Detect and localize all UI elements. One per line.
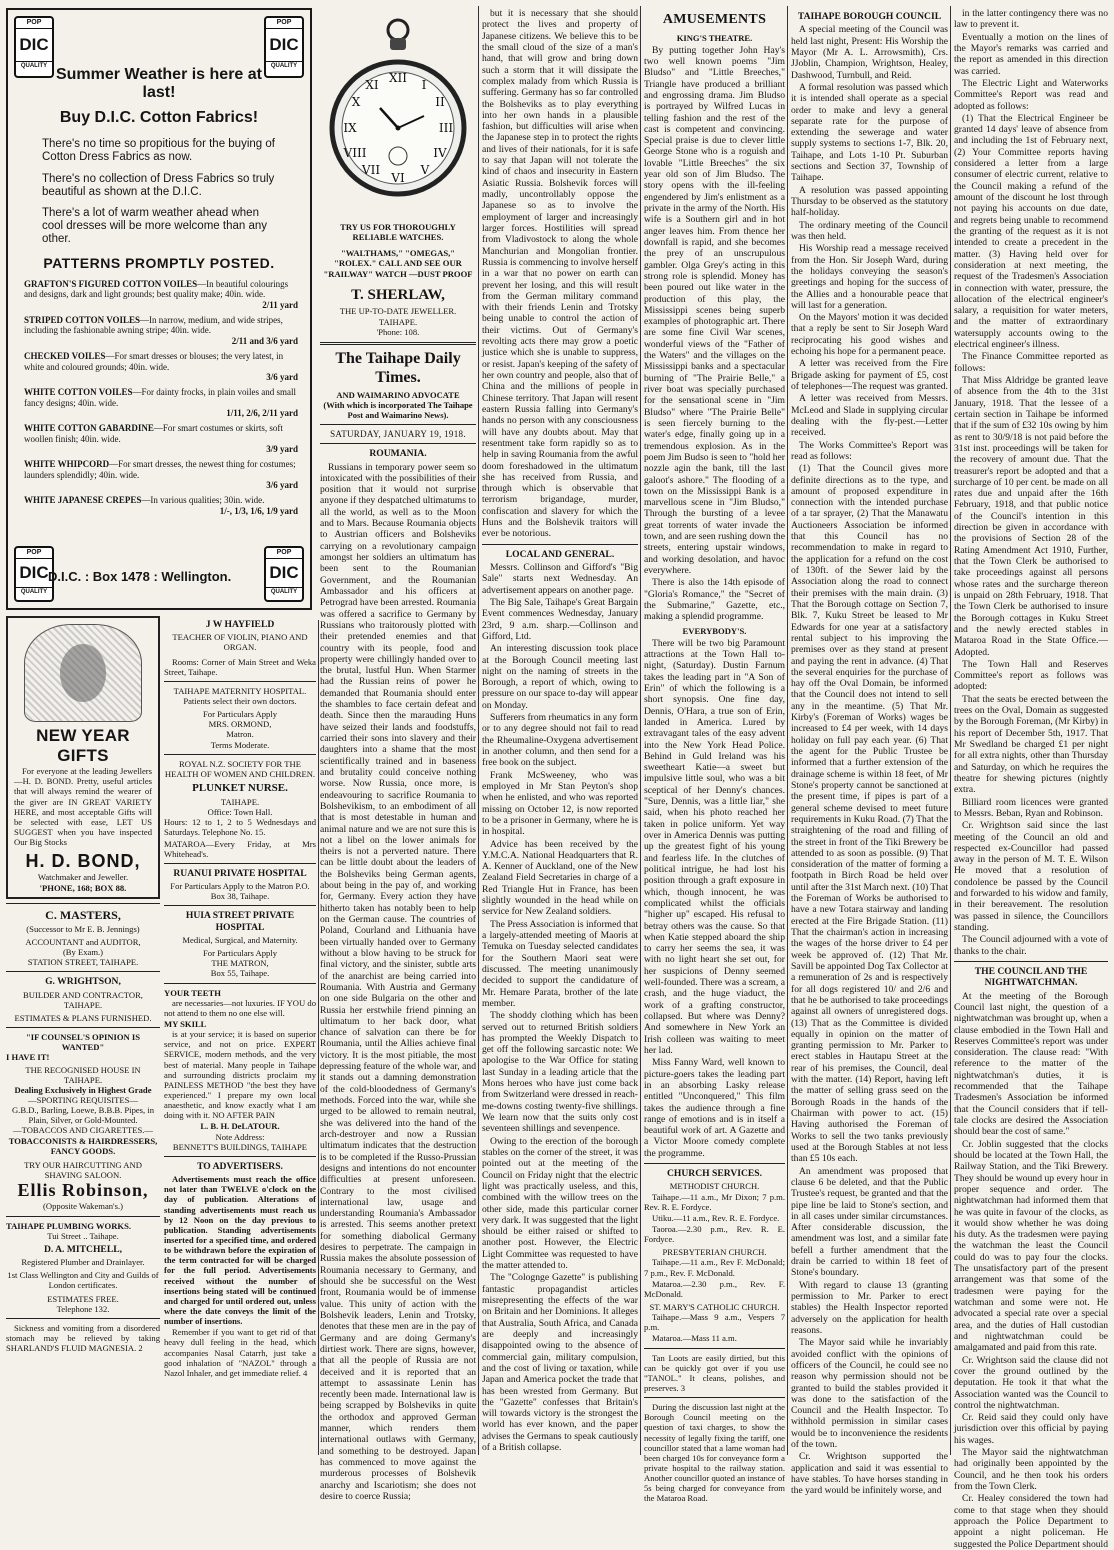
svg-text:X: X [351, 95, 361, 109]
amusements-para: There is also the 14th episode of "Gloria's Romance," the "Secret of the Submarine," Gazette, etc., making a splendid programme. [644, 577, 785, 623]
roumania-body: Russians in temporary power seem so intoxicated with the possibilities of their position that it would not surprise anyone if they despatched ultimatums to all the world, as well as to the Moon and to Mars. Because Roumania objects to Austrian officers and Bolsheviks carrying on a revolutionary campaign amongst her soldiers an ultimatum has been sent to the Roumanian Government, and the Roumanian Ambassador and his officers at Petrograd have been arrested. Roumania was offered a sacrifice to Germany by Russians who traitorously plotted with their pretended enemies and that country with its people, food and property were chillingly handed over to the brutal, lustful Hun. When Starmer had the Russian reins of power he demanded that Roumania should enter the shambles to face certain defeat and death. Since then the marauding Huns have seized their lands and foodstuffs, carried their sons into slavery and their daughters into a shame that the most scientifically trained and in baseness and brutality could conceive nothing worse. Now Russia, once more, is endeavouring to sacrifice Roumania to Bolshevikism, to an embodiment of all that is most detestable in human and animal nature and we are not sure this is not a libel on the lower animals for theirs is not a perverted nature. There can be little doubt about the leaders of the Bolsheviks being German agents, about being in the pay of, and working for, Germany. Every action they have hitherto taken has notably been to help on the German cause. The countries of Poland, Courland and Lithuania have been virtually handed over to Germany without a blow having to be struck for final victory, and the sinister, subtle arts of the anarchist are being carried into Roumania. With Austria and Germany on one side Bulgaria on the other and Russia her erstwhile friend pinning an ultimatum to her back door, what chance of salvation can there be for Roumania, until the Allies achieve final victory. It is the most pitiable, the most depressing feature of the whole war, and it stands out a damning demonstration of the cold-bloodedness of Germany's methods. Forced into the war, while she urged to be allowed to remain neutral, she was delivered into the hand of the arch-destroyer and now a Russian ultimatum indicates that the destruction is to be completed if the Russo-Prussian designs and intentions do not encounter difficulties at present unforeseen. Contrary to the most civilised international law, usage and understanding Roumania's Ambassador is arrested. This seems another pretext for something diabolical Germany desires to perpetrate. The campaign in Russia makes the absolute possession of Roumania necessary to Germany, and should she be successful on the West front, Roumania would be of immense value. This unity of action with the Bolshevik leaders, Lenin and Trotsky, denotes that these men are in the pay of Germany and are doing Germany's dirtiest work. There are signs, however, that all the people of Russia are not deceived and it is reported that an attempt to assassinate Lenin has recently been made. International law is being scrapped by Bolsheviks in quite the orthodox and approved German manner, which renders them international outlaws with Germany, and something to be destroyed. Japan has commenced to move against the murderous processes of Bolshevik anarchy and Iscariotism; she does not desire to coerce Russia; [320, 461, 476, 1502]
svg-text:I: I [421, 78, 427, 92]
council-para: With regard to clause 13 (granting permission to Mr. Parker to erect stables) the Health Inspector reported adversely on the application for health reasons. [791, 1279, 948, 1336]
dic-item: WHITE COTTON GABARDINE—For smart costumes or skirts, soft woollen finish; 40in. wide. 3/9 yard [24, 423, 298, 454]
sherlaw-trade: THE UP-TO-DATE JEWELLER. [339, 306, 457, 317]
local-para: The shoddy clothing which has been served out to returned British soldiers has prompted the Weekly Dispatch to get off the following sarcastic note: We apologise to the War Office for stating last Sunday in a leading article that the Mons heroes who have just come back from Switzerland were dressed in reach-me-downs costing twenty-five shillings. We learn now that the suits only cost seventeen shillings and sevenpence. [482, 1010, 638, 1135]
hayfield-line2: Rooms: Corner of Main Street and Weka Street, Taihape. [164, 656, 316, 677]
counsel-line3: THE RECOGNISED HOUSE IN TAIHAPE. [25, 1064, 141, 1085]
plunket-line3: Hours: 12 to 1, 2 to 5 Wednesdays and Saturdays. Telephone No. 15. [164, 817, 316, 838]
plunket-h2: PLUNKET NURSE. [192, 782, 288, 794]
council-para: The ordinary meeting of the Council was then held. [791, 219, 948, 242]
dic-headline: Summer Weather is here at last! [55, 66, 262, 101]
local-para: An interesting discussion took place at the Borough Council meeting last night on the naming of streets in the Borough, a report of which, owing to pressure on our space to-day will appear on Monday. [482, 643, 638, 711]
council-para: A resolution was passed appointing Thursday to be observed as the statutory half-holiday. [791, 184, 948, 219]
plunket-line2: Office: Town Hall. [207, 807, 273, 818]
ruanui-heading: RUANUI PRIVATE HOSPITAL [173, 867, 307, 879]
delatour-signature: L. B. H. DeLATOUR. [200, 1121, 280, 1132]
bond-contact: 'PHONE, 168; BOX 88. [39, 882, 127, 893]
masters-name: C. MASTERS, [45, 907, 121, 922]
dic-blurb-3: There's a lot of warm weather ahead when cool dresses will be more welcome than any other. [42, 206, 267, 246]
mitchell-telephone: Telephone 132. [56, 1303, 110, 1314]
pocket-watch-icon [328, 16, 468, 216]
wrighton-name: G. WRIGHTSON, [45, 976, 121, 988]
delatour-addr2: BENNETT'S BUILDINGS, TAIHAPE [172, 1141, 308, 1152]
japan-paragraph: but it is necessary that she should protect the lives and property of Japanese citizens. We believe this to be the small cloud of the size of a man's hand, that will grow and bring down such a storm that it will dissipate the complex malady from which Russia is suffering. Germany has so far controlled the Bolsheviks as to play everything into her own hands in a plausible fashion, but difficulties will arise when the Japanese step in to protect the rights and lives of their nationals, for it is safe to say that Japan will not tolerate the kind of chaos and insecurity in Eastern Asiatic Russia. Bolshevik forces will madly, uncontrollably oppose the Japanese so as to involve the employment of larger and increasingly larger forces. Hostilities will spread from Vladivostock to along the whole Manchurian and Mongolian frontier. Russia is commencing to involve herself in a war that no power on earth can prevent her losing, and this will result from the German military command with their friends Lenin and Trotsky being unable to control the action of their victims. Out of Germany's revolting acts there may grow a poetic justice which she is unable to suppress, or resist. Japan's keeping of the safety of her own country and people, also that of China and the millions of people in Chinese territory. That Japan will resent eastern Russia falling into Germany's hands no person with any consciousness will have any doubts about. May that resentment take form rapidly so as to help in saving Roumania from the awful doom foreshadowed in the ultimatum she has received from Russia, and through which is observable that terrorism brigandage, murder, confiscation and slavery for which the Huns and the Bolshevik traitors will ever be notorious. [482, 8, 638, 540]
local-para: Sufferers from rheumatics in any form or to any degree should not fail to read the Rheumaline-Oxygena advertisement in another column, and then send for a free book on the subject. [482, 712, 638, 769]
svg-text:IV: IV [433, 146, 447, 160]
column-2 [164, 616, 316, 1453]
local-para: The "Colognge Gazette" is publishing fantastic propagandist articles misrepresenting the effects of the war on Britain and her Dominions. It alleges that Australia, South Africa, and Canada are deeply and increasingly disappointed owing to the absence of commercial gain, military compulsion, and the cost of living or taxation, while Japan and America pocket the trade that has been wrested from Germany. But the "Gazette" confesses that Britain's will towards victory is the strongest the world has ever known, and the paper advises the Germans to speak cautiously of a British collapse. [482, 1272, 638, 1454]
nightwatchman-para: Cr. Healey considered the town had come to that stage when they should approach the Police Department to appoint a night policeman. He suggested the Police Department should [954, 1493, 1109, 1550]
presbyterian-line: Mataroa.—2.30 p.m., Rev. F. McDonald. [644, 1278, 785, 1299]
dateline: SATURDAY, JANUARY 19, 1918. [330, 428, 466, 439]
bond-trade: Watchmaker and Jeweller. [37, 872, 129, 883]
svg-text:XI: XI [365, 78, 379, 92]
counsel-line4: Dealing Exclusively in Highest Grade [14, 1084, 152, 1095]
roumania-heading: ROUMANIA. [369, 448, 427, 460]
local-para: Owing to the erection of the borough stables on the corner of the street, it was pointed out at the meeting of the Council on Friday night that the electric light was practically useless, and this, combined with the willow trees on the other side, made this particular corner very dark. It was suggested that the light should be either raised or shifted to another post. However, the Electric Light Committee was requested to have the matter attended to. [482, 1135, 638, 1272]
church-services-heading: CHURCH SERVICES. [666, 1168, 763, 1180]
svg-text:VI: VI [391, 171, 405, 185]
wrighton-line3: ESTIMATES & PLANS FURNISHED. [14, 1013, 152, 1024]
sherlaw-name: T. SHERLAW, [351, 286, 445, 303]
dic-blurb-2: There's no collection of Dress Fabrics so truly beautiful as shown at the D.I.C. [42, 172, 275, 198]
catholic-line: Taihape.—Mass 9 a.m., Vespers 7 p.m. [644, 1312, 785, 1333]
svg-text:III: III [438, 121, 454, 135]
column-4 [482, 8, 638, 1453]
council-para: A letter was received from the Fire Brigade asking for payment of £5, cost of telephones—The request was granted. [791, 358, 948, 392]
everybodys-heading: EVERYBODY'S. [682, 625, 747, 636]
mitchell-name: D. A. MITCHELL, [43, 1243, 123, 1255]
dic-advertisement [6, 8, 312, 610]
huia-line2: For Particulars Apply [203, 948, 277, 959]
hayfield-name: J W HAYFIELD [205, 619, 275, 630]
mitchell-trade: Registered Plumber and Drainlayer. [21, 1257, 145, 1268]
dic-item: WHITE WHIPCORD—For smart dresses, the newest thing for costumes; launders splendidly; 40in. wide. 3/6 yard [24, 459, 298, 490]
nazol-notice: Remember if you want to get rid of that heavy dull feeling in the head, which accompanies Nasal Catarrh, just take a good inhalation of "NAZOL" through a Nazol Inhaler, and get immediate relief. 4 [164, 1327, 316, 1378]
maternity-line4: Terms Moderate. [210, 739, 270, 750]
sickness-notice: Sickness and vomiting from a disordered stomach may be relieved by taking SHARLAND'S FLUID MAGNESIA. 2 [6, 1322, 160, 1354]
skill-heading: MY SKILL [164, 1019, 207, 1030]
council-para: The Mayor said while he invariably avoided conflict with the opinions of officers of the Council, he could see no reason why permission should not be granted to build the stables provided it was done to the satisfaction of the Council and the Health Inspector. To withhold permission in similar cases would be to inconvenience the residents of the town. [791, 1337, 948, 1451]
council-para: A letter was received from Messrs. McLeod and Slade in supplying circular dealing with the fly-pest.—Letter received. [791, 393, 948, 439]
dic-logo-bottom-right: POP DIC QUALITY [264, 546, 304, 602]
maternity-line2: MRS. ORMOND, [208, 719, 272, 730]
local-general-heading: LOCAL AND GENERAL. [505, 548, 615, 560]
council-cont-para: The Town Hall and Reserves Committee's report as follows was adopted: [954, 658, 1108, 693]
watch-ad-line2: "WALTHAMS," "OMEGAS," "ROLEX." CALL AND SEE OUR "RAILWAY" WATCH —DUST PROOF [323, 248, 473, 279]
maternity-line3: Matron. [226, 729, 254, 740]
dic-item: STRIPED COTTON VOILES—In narrow, medium, and wide stripes, including the fashionable awning stripe; 40in. wide. 2/11 and 3/6 yard [24, 315, 298, 346]
counsel-line5: —SPORTING REQUISITES— [27, 1095, 138, 1106]
ruanui-line1: For Particulars Apply to the Matron P.O. Box 38, Taihape. [170, 881, 310, 902]
kings-theatre-heading: KING'S THEATRE. [676, 32, 753, 43]
svg-text:IX: IX [343, 121, 357, 135]
nightwatchman-para: Cr. Reid said they could only have jurisdiction over this official by paying his wages. [954, 1412, 1108, 1446]
council-cont-para: Eventually a motion on the lines of the Mayor's remarks was carried and the report as amended in this direction was carried. [954, 31, 1108, 77]
svg-text:II: II [435, 95, 445, 109]
column-1 [6, 616, 160, 1453]
council-cont-para: Cr. Wrightson said since the last meeting of the Council an old and respected ex-Councillor had passed away in the person of M. T. E. Wilson He moved that a resolution of condolence be passed by the Council and forwarded to his widow and family, in their bereavement. The resolution was passed in silence, the Councillors standing. [954, 820, 1108, 933]
watch-ad-line1: TRY US FOR THOROUGHLY RELIABLE WATCHES. [340, 222, 456, 243]
masters-line1: ACCOUNTANT and AUDITOR, [25, 937, 141, 948]
dic-subhead: Buy D.I.C. Cotton Fabrics! [59, 109, 259, 127]
counsel-line6: G.B.D., Barling, Loewe, B.B.B. Pipes, in Plain, Silver, or Gold-Mounted. [11, 1105, 155, 1126]
sherlaw-town: TAIHAPE. [378, 316, 418, 327]
nightwatchman-heading: THE COUNCIL AND THE NIGHTWATCHMAN. [974, 965, 1088, 989]
council-cont-para: The Finance Committee reported as follows: [954, 351, 1108, 374]
masthead [320, 350, 476, 420]
everybodys-para: There will be two big Paramount attractions at the Town Hall to-night, (Saturday). Dustin Farnum takes the leading part in "A Son of Erin" of which the following is a short synopsis. One fine day, Dennis, O'Hara, a true son of Erin, landed in America. Lured by extravagant tales of the easy advent into the New York Head Police. Behind in Guld Ireland was his sweetheart Katie—a sweet but impulsive little soul, who was a bit sceptical of her Denny's chances. "Sure, Dennis, was a little liar," she said, when his photo reached her taken in police uniform. Yet way over in America Dennis was putting up the greatest fight of his young and fearless life. In the clutches of political intrigue, he had lost his position through a graft exposure in which, though innocent, he was complicated whilst the officials "higher up" escaped. His refusal to betray others was the cause. So that when Katie stepped aboard the ship to carry her seems the sea, it was with no light heart she set out, for her suspicions of Denny seemed well-founded. There was a scream, a crash, and the huge viaduct, the work of a grafting constructor, collapsed. But where was Denny? And somewhere in New York an Irish colleen was waiting to meet her lad. [644, 637, 785, 1056]
nightwatchman-para: At the meeting of the Borough Council last night, the question of a nightwatchman was brought up, when a clause embodied in the Town Hall and Reserves Committee's report was under consideration. The clause read: "With reference to the matter of the nightwatchman's duties, it is recommended that the Taihape Tradesmen's Association be informed that the Council considers that if tell-tale clocks are desired the Association should bear the cost of same." [954, 990, 1108, 1138]
council-cont-para: (1) That the Electrical Engineer be granted 14 days' leave of absence from and including the 1st of February next, (2) Your Committee reports having considered a letter from a large consumer of electric current, relative to the Council making a refund of the amount of the discount he lost through not paying his accounts on due date, and regrets being unable to recommend the granting of the request as it is not intended to create a precedent in the matter. (3) Having held over for consideration at next meeting, the request of the Tradesmen's Association in connection with water, pressure, the allocation of the electrical engineer's salary, a requisition for water meters, and the matter of extraordinary watersupply accounts owing to the electrical engineer's illness. [954, 112, 1108, 351]
local-para: Messrs. Collinson and Gifford's "Big Sale" starts next Wednesday. An advertisement appears on another page. [482, 562, 638, 596]
council-cont-para: The Council adjourned with a vote of thanks to the chair. [954, 934, 1108, 957]
council-cont-para: That the seats be erected between the trees on the Oval, Domain as suggested by the Borough Foreman, (Mr Kirby) in his report of December 5th, 1917. That Mr Swedland be charged £1 per night for all extra nights, other than Thursday and Saturday, on which he requires the theatre for shewing pictures (nightly extra. [954, 693, 1108, 796]
mitchell-cert: 1st Class Wellington and City and Guilds of London certificates. [7, 1270, 159, 1291]
masters-line2: (By Exam.) [62, 947, 104, 958]
dic-blurb-1: There's no time so propitious for the buying of Cotton Dress Fabrics as now. [42, 138, 275, 164]
masters-successor: (Successor to Mr E. B. Jennings) [26, 923, 140, 934]
plumbing-address: Tui Street .. Taihape. [47, 1230, 119, 1241]
council-cont-para: in the latter contingency there was no law to prevent it. [954, 8, 1108, 31]
dic-patterns-heading: PATTERNS PROMPTLY POSTED. [43, 254, 275, 271]
local-para: The Big Sale, Taihape's Great Bargain Event commences Wednesday, January 23rd, 9 a.m. sharp.—Collinson and Gifford, Ltd. [482, 596, 638, 642]
sherlaw-phone: 'Phone: 108. [376, 326, 420, 337]
council-para: His Worship read a message received from the Hon. Sir Joseph Ward, during the holidays conveying the season's greetings and hoping for the success of the Allies and a honourable peace that will last for a generation. [791, 243, 948, 311]
amusements-heading: AMUSEMENTS [662, 12, 767, 27]
maternity-h2: Patients select their own doctors. [183, 696, 297, 707]
ornament-icon [24, 624, 142, 722]
dic-logo-left: POP DIC QUALITY [14, 16, 54, 78]
borough-council-heading: TAIHAPE BOROUGH COUNCIL [797, 11, 942, 22]
dic-item: CHECKED VOILES—For smart dresses or blouses; the very latest, in white and coloured grounds; 40in. wide. 3/6 yard [24, 351, 298, 382]
council-cont-para: Billiard room licences were granted to Messrs. Beban, Ryan and Robinson. [954, 796, 1108, 819]
dic-item: WHITE COTTON VOILES—For dainty frocks, in plain voiles and small fancy designs; 40in. wide. 1/11, 2/6, 2/11 yard [24, 387, 298, 418]
dic-logo-right: POP DIC QUALITY [264, 16, 304, 78]
nightwatchman-para: Cr. Joblin suggested that the clocks should be located at the Town Hall, the Railway Station, and the Tiki Brewery. They should be wound up every hour in proper sequence and order. The nightwatchman had informed them that he was quite in favour of the clocks, as it would show whether he was doing his duty. As the tradesmen were paying the watchman the least the Council could do was to pay four the clocks. The unsatisfactory part of the present arrangement was that some of the tradesmen were paying for the watchman and some were not. He advocated a special rate over a special area, and the duties of Hall custodian and nightwatchman could be amalgamated and paid from this rate. [954, 1138, 1108, 1354]
advertisers-heading: TO ADVERTISERS. [197, 1160, 283, 1172]
presbyterian-heading: PRESBYTERIAN CHURCH. [662, 1247, 767, 1258]
council-para: On the Mayors' motion it was decided that a reply be sent to Sir Joseph Ward reciprocating his good wishes and echoing his hope for a permanent peace. [791, 312, 948, 358]
newspaper-subtitle: AND WAIMARINO ADVOCATE [336, 389, 460, 400]
plunket-h1: ROYAL N.Z. SOCIETY FOR THE HEALTH OF WOMEN AND CHILDREN. [164, 758, 316, 779]
everybodys-para: Miss Fanny Ward, well known to picture-goers takes the leading part in an absorbing Lasky release entitled "Unconquered," This film takes the audience through a fine range of emotions and is in itself a beautiful work of art. A Gazette and a Victor Moore comedy complete the programme. [644, 1057, 785, 1159]
counsel-line8: TOBACCONISTS & HAIRDRESSERS, FANCY GOODS. [8, 1135, 158, 1156]
advertisers-body: Advertisements must reach the office not later than TWELVE o'clock on the day of publication. Alterations of standing advertisements must reach us by 12 Noon on the day previous to publication. Standing advertisements inserted for a specified time, and ordered to be withdrawn before the expiration of the term contracted for will be charged for the full period. Advertisements received without the number of insertions being stated will be continued and charged for until ordered out, unless where the date conveys the limit of the number of insertions. [164, 1174, 316, 1327]
catholic-heading: ST. MARY'S CATHOLIC CHURCH. [649, 1301, 780, 1312]
council-para: The Works Committee's Report was read as follows: [791, 439, 948, 462]
new-year-body: For everyone at the leading Jewellers—H. D. BOND. Pretty, useful articles that will always remind the wearer of the giver are IN GREAT VARIETY HERE, and most acceptable Gifts will be selected with ease, LET US SUGGEST when you have inspected Our Big Stocks [14, 766, 152, 848]
methodist-line: Taoroa.—2.30 p.m., Rev. R. E. Fordyce. [644, 1223, 785, 1245]
teeth-line1: are necessaries—not luxuries. IF YOU do not attend to them no one else will. [164, 997, 316, 1018]
column-6 [791, 8, 949, 1497]
plunket-line1: TAIHAPE. [220, 796, 260, 807]
skill-body: is at your service; it is based on superior service, and not on price. EXPERT SERVICE, modern methods, and the very best of material. Many people in Taihape and surrounding districts proclaim my PAINLESS METHOD "the best they have experienced." I prepare my own local anaesthetic, and know exactly what I am doing with it. NO AFTER PAIN [164, 1029, 316, 1121]
counsel-line9: TRY OUR HAIRCUTTING AND SHAVING SALOON. [24, 1159, 142, 1181]
masters-line3: STATION STREET, TAIHAPE. [27, 957, 139, 968]
huia-line3: THE MATRON, [211, 958, 269, 969]
methodist-line: Utiku.—11 a.m., Rev. R. E. Fordyce. [652, 1212, 780, 1223]
column-5 [644, 8, 785, 1504]
svg-text:VIII: VIII [343, 146, 367, 160]
dic-logo-bottom-left: POP DIC QUALITY [14, 546, 54, 602]
council-para: Cr. Wrightson supported the application and said it was essential to have stables. To have horses standing in the yard would be infinitely worse, and [791, 1451, 948, 1497]
svg-text:XII: XII [388, 71, 408, 85]
nightwatchman-para: The Mayor said the nightwatchman had originally been appointed by the Council, and he then took his orders from the Town Clerk. [954, 1447, 1108, 1492]
amusements-para: By putting together John Hay's two well known poems "Jim Bludso" and "Little Breeches," Triangle have produced a brilliant and engrossing drama. Jim Bludso is portrayed by Wilfred Lucas in telling fashion and the rest of the cast is competent and convincing. Special praise is due to clever little George Stone who is a roguish and lovable "Little Breeches" the six year old son of Jim Bludso. The story opens with the ill-feeling engendered by Jim's enlistment as a private in the army of the North. His wife is a Southern girl and in hot anger leaves him. From thence her downfall is rapid, and she becomes the prey of an unscrupulous gambler. Olga Grey's acting in this strong role is splendid. Money has been poured out like water in the production of this play, the Mississippi scenes being superb examples of photographic art. There are some fine Civil War scenes, wonderful views of the "Father of the Waters" and the villages on the Mississippi banks and a spectacular burning of "The Prairie Belle," a river boat was specially purchased for the sensational scene in "Jim Bludso" where "The Prairie Belle" is seen fiercely burning to the water's edge, finally going up in a tremendous explosion. As in the poem Jim Budso is seen to "hold her nozzle agin the bank, till the last galoot's ashore." The flooding of a town on the Mississippi Bank is a marvellous scene in "Jim Bludso," Through the bursting of a levee great torrents of water invade the town, and are seen rushing down the streets, entering upstair windows, and working desolation, and havoc everywhere. [644, 44, 785, 577]
svg-text:VII: VII [361, 163, 381, 177]
newspaper-title: The Taihape Daily Times. [335, 349, 461, 386]
counsel-line2: I HAVE IT! [6, 1052, 50, 1063]
methodist-heading: METHODIST CHURCH. [669, 1181, 760, 1192]
council-cont-para: That Miss Aldridge be granted leave of absence from the 4th to the 31st January, 1918. That the lessee of a certain section in Taihape be informed that if the sum of £32 10s owing by him as rent to 30/9/18 is not paid before the 31st inst. proceedings will be taken for the recovery of amount due. That the treasurer's report be adopted and that a surcharge of 10 per cent. be made on all rates due and unpaid after the 16th February, 1918, and that public notice of the Council's intention in this direction be given in accordance with the provisions of Section 28 of the Rating Amendment Act 1910, Further, that the Town Clerk be authorised to take proceedings against all persons whose rates and the surcharge thereon is unpaid on 28th February, 1918. That the Town Clerk be authorised to insure the Borough cottages in Kuku Street and the newly erected stables in Mataroa Road in the State Office.—Adopted. [954, 375, 1108, 658]
counsel-line1: "IF COUNSEL'S OPINION IS WANTED" [25, 1032, 141, 1053]
local-para: The Press Association is informed that a largely-attended meeting of Maoris at Temuka on Tuesday selected candidates for the Southern Maori seat were discussed. The meeting unanimously decided to support the candidature of Mr. Hemare Parata, brother of the late member. [482, 918, 638, 1009]
local-para: Frank McSweeney, who was employed in Mr Stan Peyton's shop when he enlisted, and who was reported missing on October 12, is now reported to be a prisoner in Germany, where he is in hospital. [482, 769, 638, 838]
council-para: A formal resolution was passed which it is intended shall operate as a special order to make and levy a general separate rate for the purpose of extending the sewerage and water supply systems to sections 1-7, Blk. 20, Taihape, and Lots 1-10 Pt. Suburban sections and Section 37, Township of Taihape. [791, 81, 948, 184]
taxi-discussion: During the discussion last night at the Borough Council meeting on the question of taxi charges, to show the necessity of legally fixing the tariff, one councillor stated that a lame woman had been charged 10s for conveyance form a private hospital to the railway station. Another councillor quoted an instance of 5s being charged for conveyance from the Mataroa Road. [644, 1402, 785, 1504]
mitchell-estimates: ESTIMATES FREE. [47, 1293, 119, 1304]
local-para: Advice has been received by the Y.M.C.A. National Headquarters that R. A. Kenner of Auckland, one of the New Zealand Field Secretaries in charge of a Red Triangle Hut in France, has been slightly wounded in the head while on service for New Zealand soldiers. [482, 838, 638, 918]
ellis-robinson-name: Ellis Robinson, [17, 1180, 149, 1201]
new-year-heading: NEW YEAR GIFTS [36, 726, 130, 766]
huia-heading: HUIA STREET PRIVATE HOSPITAL [185, 910, 295, 933]
svg-text:V: V [420, 163, 430, 177]
council-para: A special meeting of the Council was held last night, Present: His Worship the Mayor (Mr A. L. Arrowsmith), Crs. JJoblin, Champion, Wrightson, Healey, Dashwood, Turnbull, and Reid. [791, 24, 948, 81]
nightwatchman-para: Cr. Wrightson said the clause did not cover the ground outlined by the deputation. He took it that what the Association wanted was the Council to control the nightwatchman. [954, 1354, 1108, 1411]
ellis-opposite: (Opposite Wakeman's.) [43, 1201, 123, 1212]
wrighton-line1: BUILDER AND CONTRACTOR, [23, 989, 143, 1000]
maternity-h1: TAIHAPE MATERNITY HOSPITAL. [173, 685, 307, 696]
methodist-line: Taihape.—11 a.m., Mr Dixon; 7 p.m. Rev. R. E. Fordyce. [644, 1191, 785, 1212]
catholic-line: Mataroa.—Mass 11 a.m. [652, 1333, 737, 1344]
column-7 [954, 8, 1109, 1550]
council-cont-para: The Electric Light and Waterworks Committee's Report was read and adopted as follows: [954, 77, 1108, 112]
bond-name: H. D. BOND, [25, 851, 141, 872]
column-3 [320, 8, 476, 1502]
tanol-notice: Tan Loots are easily dirtied, but this can be quickly got over if you use "TANOL." It cleans, polishes, and preserves. 3 [644, 1352, 785, 1393]
teeth-heading: YOUR TEETH [164, 987, 221, 998]
maternity-line1: For Particulars Apply [203, 709, 277, 720]
plunket-line4: MATAROA—Every Friday, at Mrs Whitehead's. [164, 838, 316, 859]
newspaper-subtitle-2: (With which is incorporated The Taihape Post and Waimarino News). [323, 399, 473, 420]
plumbing-heading: TAIHAPE PLUMBING WORKS. [6, 1220, 132, 1231]
wrighton-line2: TAIHAPE. [63, 999, 103, 1010]
dic-footer: D.I.C. : Box 1478 : Wellington. [48, 568, 232, 584]
presbyterian-line: Taihape.—11 a.m., Rev F. McDonald; 7 p.m., Rev. F. McDonald. [644, 1257, 785, 1278]
hayfield-line1: TEACHER OF VIOLIN, PIANO AND ORGAN. [172, 632, 308, 653]
huia-line1: Medical, Surgical, and Maternity. [182, 935, 298, 946]
council-para: An amendment was proposed that clause 6 be deleted, and that the Public Trustee's request, be granted and that the pipe line be laid to Stone's section, and in all cases under similar circumstances. After considerable discussion, the amendment was lost, and a similar fate befell a further amendment that the drain be carried to within 18 feet of Stone's boundary. [791, 1165, 948, 1279]
delatour-addr1: Note Address: [215, 1131, 265, 1142]
dic-item: WHITE JAPANESE CREPES—In various qualities; 30in. wide. 1/-, 1/3, 1/6, 1/9 yard [24, 495, 298, 516]
dic-item: GRAFTON'S FIGURED COTTON VOILES—In beautiful colourings and designs, dark and light grounds; best quality make; 40in. wide. 2/11 yard [24, 279, 298, 310]
council-para: (1) That the Council gives more definite directions as to the type, and amount of proposed expenditure in connection with the intended purchase of a tar sprayer, (2) That the Manawatu Auctioneers Association be informed that this Council has no recommendation to make in regard to the application for a refund on the cost of 130ft. of the Sewer laid by the Association along the road to connect their premises with the main drain. (3) That the Borough cottage on Section 7, Blk. 7, Kuku Street be leased to Mr Edwards for one year at a satisfactory rental subject to his improving the premises over as they stand at present and paying the rent in advance. (4) That the several enquiries for the purchase of hay off the Oval Domain, be informed that the Council does not intend to sell any in the meantime. (5) That Mr. Kirby's (Foreman of Works) wages be increased to £4 per week, with 14 days holiday on full pay each year. (6) That the agent for the Public Trustee be informed that a further extension of the drainage scheme is within 18 feet, of Mr Stone's property cannot be sanctioned at the present time, if pipes is part of a general scheme devised to meet future requirements in Kuku Road. (7) That the straightening of the road and filling of the street in front of the Tiki Brewery be attended to as soon as possible. (9) That consideration of the matter of forming a footpath in Birch Road be held over until after the 31st March next. (10) That the Foreman of Works be authorised to have a new Totara stairway and landing erected at the Fire Brigade Station. (11) That the chairman's action in increasing the wages of the horse driver to £4 per week be approved of. (12) That Mr. Savill be appointed Dog Tax Collector at a remuneration of 2s and is respectively for all dogs registered 10/ and 2/6 and that he be authorised to take proceedings against all owners of unregistered dogs. (13) That as the Committee is divided equally in opinion on the matter of granting permission to Mr. Parker to erect stables in Hautapu Street at the rear of his premises, the Council, deal with the matter. (14) Report, having left the matter of selling grass seed on the Borough Roads in the hands of the Chairman with power to act. (15) Having authorised the Foreman of Works to sell the two tanks previously used at the Borough Stables at not less than £5 10s each. [791, 463, 949, 1165]
huia-line4: Box 55, Taihape. [210, 968, 270, 979]
counsel-line7: —TOBACCOS AND CIGARETTES.— [13, 1125, 153, 1136]
new-year-gifts-ad [6, 616, 160, 899]
